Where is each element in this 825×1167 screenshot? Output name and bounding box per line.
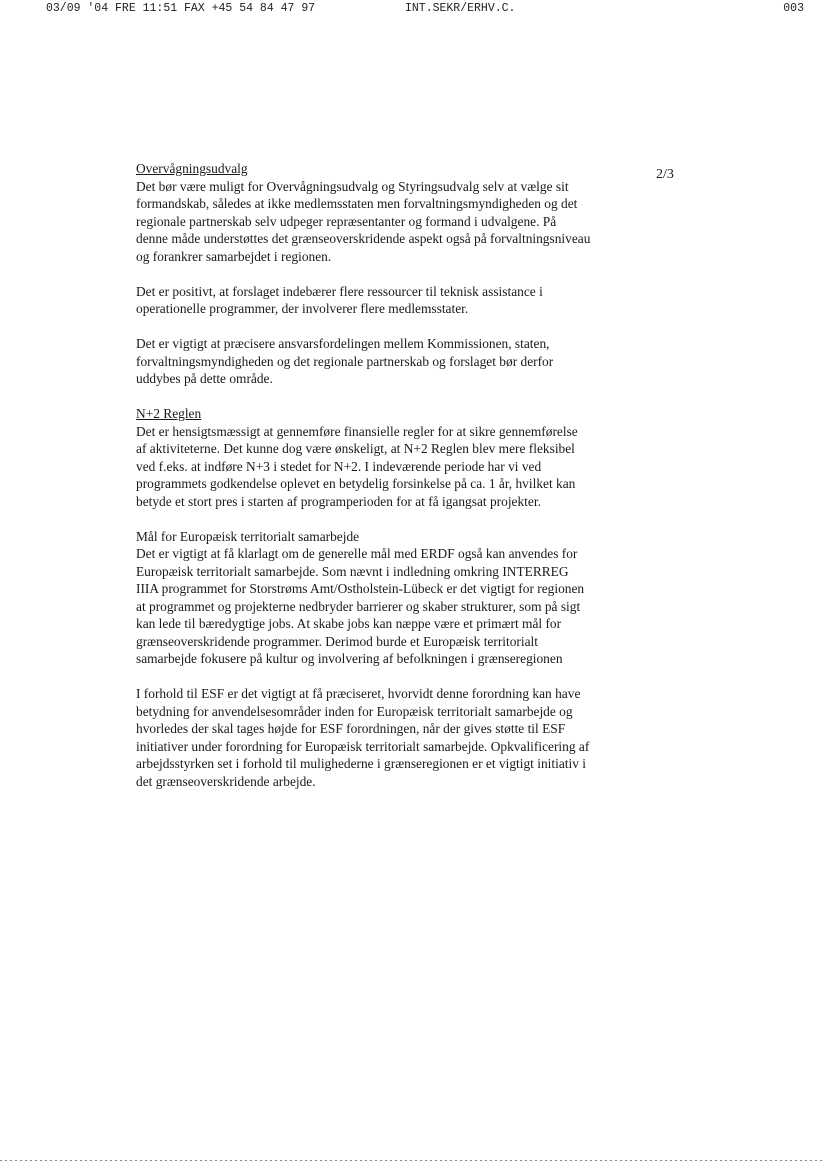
- fax-transmission-info: 03/09 '04 FRE 11:51 FAX +45 54 84 47 97: [46, 2, 316, 15]
- document-section: [136, 685, 636, 790]
- fax-page-counter: 003: [783, 2, 804, 15]
- document-body: [136, 160, 636, 808]
- text-line: betyde et stort pres i starten af programperioden for at få igangsat projekter.: [136, 493, 541, 509]
- document-section: [136, 160, 636, 265]
- text-line: denne måde understøttes det grænseoverskridende aspekt også på forvaltningsniveau: [136, 231, 591, 246]
- text-line: betydning for anvendelsesområder inden for Europæisk territorialt samarbejde og: [136, 703, 573, 719]
- document-section: [136, 405, 636, 510]
- text-line: Det er vigtigt at præcisere ansvarsfordelingen mellem Kommissionen, staten,: [136, 336, 550, 351]
- text-line: Det er vigtigt at få klarlagt om de generelle mål med ERDF også kan anvendes for: [136, 546, 578, 561]
- text-line: grænseoverskridende programmer. Derimod burde et Europæisk territorialt: [136, 633, 538, 649]
- text-line: arbejdsstyrken set i forhold til mulighederne i grænseregionen er et vigtigt initiativ i: [136, 756, 586, 771]
- text-line: uddybes på dette område.: [136, 371, 273, 386]
- document-section: [136, 335, 636, 388]
- text-line: I forhold til ESF er det vigtigt at få præciseret, hvorvidt denne forordning kan have: [136, 686, 581, 701]
- fax-header: [40, 2, 810, 18]
- text-line: hvorledes der skal tages højde for ESF forordningen, når der gives støtte til ESF: [136, 721, 566, 736]
- text-line: det grænseoverskridende arbejde.: [136, 773, 316, 789]
- document-section: [136, 528, 636, 668]
- page-number: 2/3: [656, 167, 674, 182]
- text-line: initiativer under forordning for Europæisk territorialt samarbejde. Opkvalificering af: [136, 738, 590, 754]
- document-section: [136, 283, 636, 318]
- text-line: Det er hensigtsmæssigt at gennemføre finansielle regler for at sikre gennemførelse: [136, 423, 578, 439]
- text-line: ved f.eks. at indføre N+3 i stedet for N+2. I indeværende periode har vi ved: [136, 458, 542, 474]
- text-line: af aktiviteterne. Det kunne dog være ønskeligt, at N+2 Reglen blev mere fleksibel: [136, 441, 575, 456]
- section-heading: Mål for Europæisk territorialt samarbejde: [136, 528, 360, 544]
- text-line: kan lede til bæredygtige jobs. At skabe jobs kan næppe være et primært mål for: [136, 616, 562, 631]
- text-line: programmets godkendelse oplevet en betydelig forsinkelse på ca. 1 år, hvilket kan: [136, 476, 576, 491]
- text-line: forvaltningsmyndigheden og det regionale partnerskab og forslaget bør derfor: [136, 353, 554, 369]
- text-line: IIIA programmet for Storstrøms Amt/Ostholstein-Lübeck er det vigtigt for regionen: [136, 581, 585, 596]
- text-line: formandskab, således at ikke medlemsstaten men forvaltningsmyndigheden og det: [136, 196, 578, 211]
- text-line: at programmet og projekterne nedbryder barrierer og skaber strukturer, som på sigt: [136, 598, 581, 614]
- text-line: regionale partnerskab selv udpeger repræsentanter og formand i udvalgene. På: [136, 213, 557, 229]
- text-line: Det bør være muligt for Overvågningsudvalg og Styringsudvalg selv at vælge sit: [136, 178, 569, 194]
- section-heading: Overvågningsudvalg: [136, 161, 248, 176]
- text-line: Europæisk territorialt samarbejde. Som nævnt i indledning omkring INTERREG: [136, 563, 569, 579]
- text-line: samarbejde fokusere på kultur og involvering af befolkningen i grænseregionen: [136, 651, 563, 666]
- fax-sender-department: INT.SEKR/ERHV.C.: [405, 2, 516, 15]
- text-line: Det er positivt, at forslaget indebærer flere ressourcer til teknisk assistance i: [136, 283, 543, 299]
- text-line: operationelle programmer, der involverer flere medlemsstater.: [136, 301, 469, 316]
- text-line: og forankrer samarbejdet i regionen.: [136, 248, 332, 264]
- page-bottom-edge: [0, 1160, 825, 1161]
- section-heading: N+2 Reglen: [136, 406, 202, 421]
